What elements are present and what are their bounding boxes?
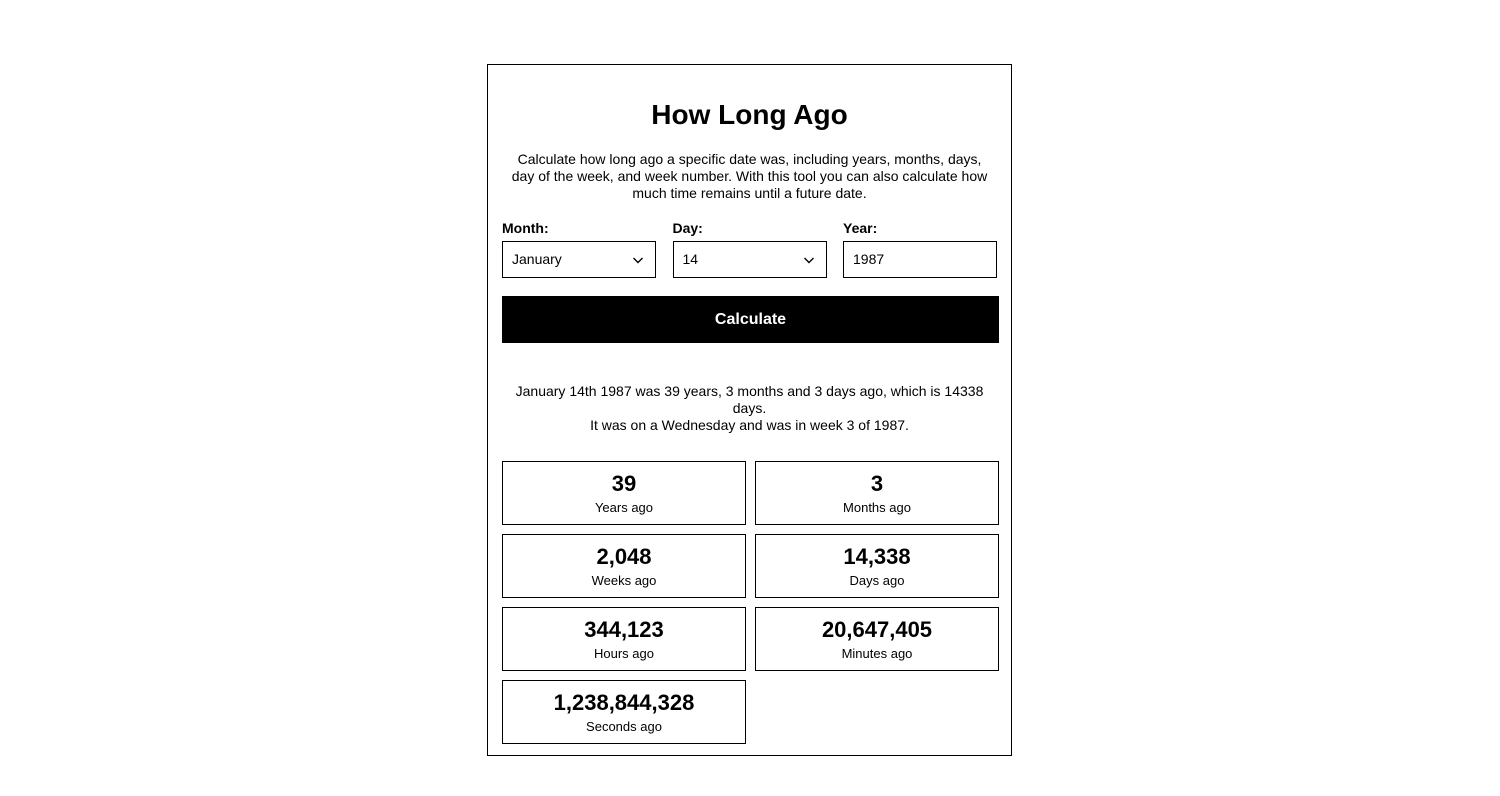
- stat-value: 1,238,844,328: [553, 690, 695, 715]
- stat-value: 344,123: [584, 617, 664, 642]
- day-select-value: 14: [682, 251, 699, 267]
- stat-seconds: [502, 680, 746, 744]
- stat-label: Minutes ago: [841, 646, 913, 661]
- month-select[interactable]: [502, 241, 656, 278]
- day-field: [673, 220, 827, 278]
- stat-value: 39: [611, 471, 637, 496]
- page-title: How Long Ago: [651, 99, 848, 130]
- stat-hours: [502, 607, 746, 671]
- stat-label: Months ago: [843, 500, 911, 515]
- stat-label: Days ago: [849, 573, 905, 588]
- stat-days: [755, 534, 999, 598]
- stat-value: 3: [870, 471, 884, 496]
- year-field: [843, 220, 997, 278]
- year-label: Year:: [843, 220, 878, 236]
- stat-label: Weeks ago: [591, 573, 657, 588]
- month-field: [502, 220, 656, 278]
- stat-months: [755, 461, 999, 525]
- chevron-down-icon: [803, 254, 815, 266]
- year-input-box: [843, 241, 997, 278]
- stat-value: 14,338: [843, 544, 911, 569]
- month-label: Month:: [502, 220, 549, 236]
- month-select-value: January: [512, 251, 562, 267]
- stat-weeks: [502, 534, 746, 598]
- stat-years: [502, 461, 746, 525]
- chevron-down-icon: [632, 254, 644, 266]
- day-label: Day:: [672, 220, 703, 236]
- stat-value: 20,647,405: [821, 617, 933, 642]
- calculator-card: [487, 64, 1012, 756]
- stat-label: Years ago: [594, 500, 654, 515]
- result-line-2: It was on a Wednesday and was in week 3 of 1987.: [590, 417, 909, 433]
- stat-label: Hours ago: [594, 646, 654, 661]
- result-line-1: January 14th 1987 was 39 years, 3 months and 3 days ago, which is 14338 days.: [515, 383, 984, 416]
- stat-minutes: [755, 607, 999, 671]
- year-input[interactable]: [853, 251, 983, 267]
- calculate-button[interactable]: Calculate: [502, 296, 999, 343]
- date-fields: [502, 220, 997, 278]
- stat-label: Seconds ago: [586, 719, 662, 734]
- day-select[interactable]: [673, 241, 827, 278]
- stats-grid: [502, 461, 997, 744]
- stat-value: 2,048: [596, 544, 652, 569]
- page-description: Calculate how long ago a specific date was, including years, months, days, day of the week, and week number. With this tool you can also calculate how much time remains until a future date.: [511, 151, 988, 201]
- result-summary: [510, 383, 989, 434]
